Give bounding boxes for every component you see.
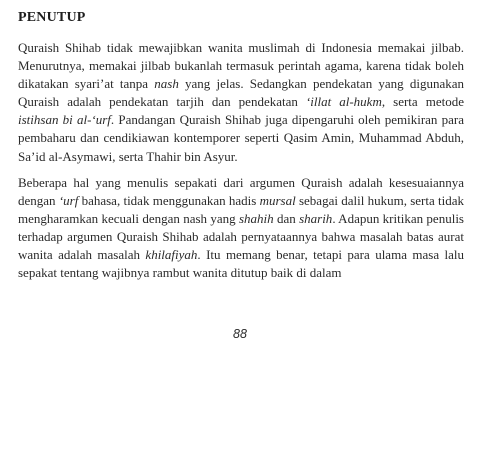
italic-term: istihsan bi al-‘urf xyxy=(18,112,111,128)
italic-term: ‘urf xyxy=(58,192,79,208)
page-content xyxy=(18,10,464,290)
italic-term: shahih xyxy=(238,210,274,226)
italic-term: ‘illat al-hukm xyxy=(305,94,382,110)
italic-term: mursal xyxy=(259,192,296,208)
italic-term: sharih xyxy=(299,210,333,226)
italic-term: nash xyxy=(154,76,179,92)
italic-term: khilafiyah xyxy=(145,247,198,263)
paragraph-2: Beberapa hal yang menulis sepakati dari argumen Quraish adalah kesesuaiannya dengan ‘urf bahasa, tidak menggunakan hadis mursal sebagai dalil hukum, serta tidak mengharamkan kecuali dengan nash yang shahih dan sharih. Adapun kritikan penulis terhadap argumen Quraish Shihab adalah pernyataannya bahwa masalah batas aurat wanita adalah masalah khilafiyah. Itu memang benar, tetapi para ulama masa lalu sepakat tentang wajibnya rambut wanita ditutup baik di dalam xyxy=(18,174,465,281)
section-heading: PENUTUP xyxy=(18,10,86,25)
page-number: 88 xyxy=(233,327,247,341)
paragraph-1: Quraish Shihab tidak mewajibkan wanita muslimah di Indonesia memakai jilbab. Menurutnya, memakai jilbab bukanlah termasuk perintah agama, karena tidak boleh dikatakan syari’at tanpa nash yang jelas. Sedangkan pendekatan yang digunakan Quraish adalah pendekatan tarjih dan pendekatan ‘illat al-hukm, serta metode istihsan bi al-‘urf. Pandangan Quraish Shihab juga dipengaruhi oleh pemikiran para pembaharu dan cendikiawan kontemporer seperti Qasim Amin, Muhammad Abduh, Sa’id al-Asymawi, serta Thahir bin Asyur. xyxy=(18,40,465,164)
